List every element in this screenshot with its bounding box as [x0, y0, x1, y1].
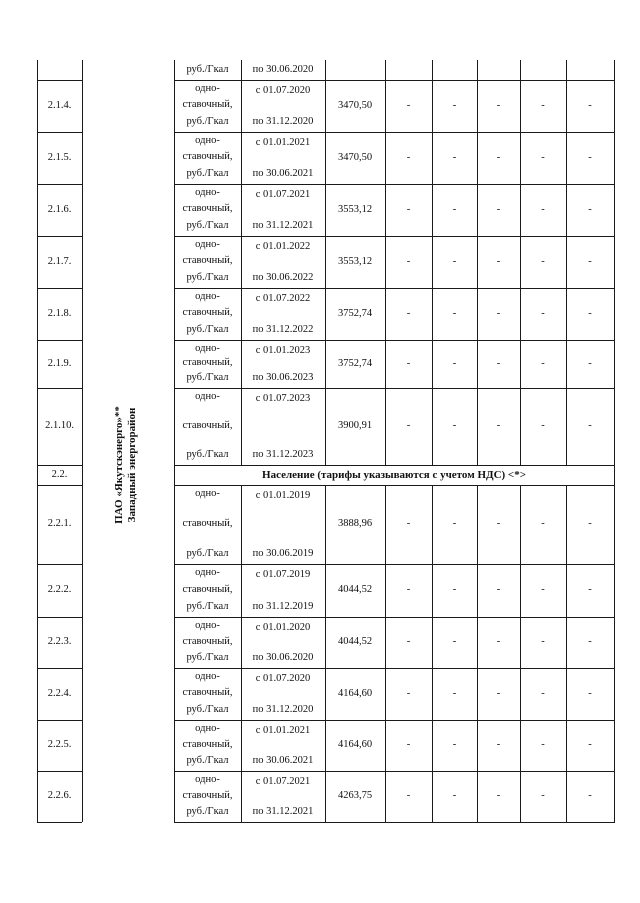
empty-dash-cell: - — [496, 739, 501, 751]
period-to: по 31.12.2021 — [252, 219, 314, 231]
empty-dash-cell: - — [496, 420, 501, 432]
tariff-value: 4044,52 — [337, 584, 373, 596]
tariff-value: 4263,75 — [337, 790, 373, 802]
row-number: 2.1.9. — [47, 357, 72, 369]
period-cell — [241, 340, 325, 388]
empty-dash-cell: - — [588, 518, 592, 530]
empty-dash-cell: - — [541, 307, 545, 319]
empty-dash-cell: - — [452, 357, 457, 369]
tariff-value: 4044,52 — [337, 636, 373, 648]
tariff-value: 3888,96 — [337, 518, 373, 530]
empty-dash-cell: - — [541, 518, 545, 530]
period-to: по 30.06.2023 — [252, 371, 314, 383]
tariff-type-line: одно- — [195, 343, 220, 354]
empty-dash-cell: - — [452, 203, 457, 215]
period-cell: по 30.06.2020 — [252, 63, 314, 75]
period-from: с 01.01.2021 — [255, 137, 311, 148]
row-number: 2.1.8. — [47, 307, 72, 319]
empty-dash-cell: - — [496, 790, 501, 802]
empty-dash-cell: - — [588, 420, 592, 432]
row-number: 2.1.10. — [45, 420, 74, 432]
period-to: по 31.12.2020 — [252, 703, 314, 715]
tariff-type-line: ставочный, — [182, 687, 233, 699]
tariff-type-line: одно- — [195, 83, 220, 94]
empty-dash-cell: - — [452, 739, 457, 751]
empty-dash-cell: - — [452, 790, 457, 802]
period-cell — [241, 132, 325, 184]
empty-dash-cell: - — [496, 584, 501, 596]
tariff-type-line: руб./Гкал — [186, 115, 229, 127]
period-from: с 01.01.2020 — [255, 622, 311, 633]
empty-dash-cell: - — [452, 99, 457, 111]
empty-dash-cell: - — [588, 790, 592, 802]
tariff-type-line: одно- — [195, 488, 220, 499]
period-from: с 01.07.2021 — [255, 776, 311, 787]
empty-dash-cell: - — [588, 151, 592, 163]
tariff-value: 3553,12 — [337, 255, 373, 267]
empty-dash-cell: - — [452, 584, 457, 596]
tariff-type-line: руб./Гкал — [186, 703, 229, 715]
tariff-type-line: ставочный, — [182, 307, 233, 319]
empty-dash-cell: - — [406, 99, 411, 111]
period-cell — [241, 720, 325, 771]
tariff-type-line: ставочный, — [182, 789, 233, 801]
tariff-type-line: одно- — [195, 671, 220, 682]
tariff-type-line: ставочный, — [182, 255, 233, 267]
empty-dash-cell: - — [496, 151, 501, 163]
period-cell — [241, 236, 325, 288]
row-number: 2.1.5. — [47, 151, 72, 163]
tariff-type-line: одно- — [195, 723, 220, 734]
empty-dash-cell: - — [452, 420, 457, 432]
period-from: с 01.07.2022 — [255, 293, 311, 304]
empty-dash-cell: - — [406, 636, 411, 648]
period-from: с 01.07.2023 — [255, 393, 311, 404]
period-from: с 01.01.2021 — [255, 725, 311, 736]
period-cell — [241, 288, 325, 340]
empty-dash-cell: - — [452, 307, 457, 319]
tariff-type-line: руб./Гкал — [186, 754, 229, 766]
tariff-type-cell — [174, 184, 241, 236]
tariff-type-cell — [174, 288, 241, 340]
tariff-type-line: руб./Гкал — [186, 805, 229, 817]
row-number: 2.1.6. — [47, 203, 72, 215]
tariff-type-line: руб./Гкал — [186, 651, 229, 663]
tariff-type-line: одно- — [195, 239, 220, 250]
tariff-type-cell — [174, 132, 241, 184]
empty-dash-cell: - — [406, 687, 411, 699]
tariff-type-line: руб./Гкал — [186, 167, 229, 179]
energy-district: Западный энергорайон — [126, 407, 138, 523]
organization-name: ПАО «Якутскэнерго»** — [113, 406, 125, 524]
row-number: 2.1.7. — [47, 255, 72, 267]
empty-dash-cell: - — [588, 99, 592, 111]
period-to: по 31.12.2020 — [252, 115, 314, 127]
period-from: с 01.01.2022 — [255, 241, 311, 252]
tariff-type-line: руб./Гкал — [186, 600, 229, 612]
period-cell — [241, 184, 325, 236]
empty-dash-cell: - — [496, 518, 501, 530]
empty-dash-cell: - — [588, 584, 592, 596]
period-cell — [241, 388, 325, 465]
empty-dash-cell: - — [406, 739, 411, 751]
tariff-type-line: одно- — [195, 291, 220, 302]
empty-dash-cell: - — [496, 203, 501, 215]
row-number: 2.2.1. — [47, 518, 72, 530]
grid-vline-num — [82, 60, 83, 822]
empty-dash-cell: - — [496, 307, 501, 319]
tariff-type-line: руб./Гкал — [186, 371, 229, 383]
period-to: по 31.12.2021 — [252, 805, 314, 817]
period-to: по 31.12.2023 — [252, 448, 314, 460]
empty-dash-cell: - — [541, 203, 545, 215]
tariff-type-line: ставочный, — [182, 151, 233, 163]
row-number: 2.2.4. — [47, 687, 72, 699]
tariff-value: 3470,50 — [337, 99, 373, 111]
period-from: с 01.07.2020 — [255, 85, 311, 96]
period-to: по 30.06.2021 — [252, 754, 314, 766]
empty-dash-cell: - — [406, 151, 411, 163]
tariff-type-line: одно- — [195, 187, 220, 198]
empty-dash-cell: - — [496, 687, 501, 699]
tariff-value: 3470,50 — [337, 151, 373, 163]
tariff-value: 3752,74 — [337, 357, 373, 369]
empty-dash-cell: - — [541, 584, 545, 596]
period-cell — [241, 80, 325, 132]
empty-dash-cell: - — [541, 636, 545, 648]
tariff-type-line: ставочный, — [182, 738, 233, 750]
period-to: по 31.12.2019 — [252, 600, 314, 612]
empty-dash-cell: - — [588, 255, 592, 267]
tariff-value: 3553,12 — [337, 203, 373, 215]
period-to: по 30.06.2020 — [252, 651, 314, 663]
tariff-type-cell — [174, 485, 241, 564]
tariff-type-line: ставочный, — [182, 99, 233, 111]
row-number: 2.2.3. — [47, 636, 72, 648]
tariff-type-line: ставочный, — [182, 635, 233, 647]
period-cell — [241, 771, 325, 822]
period-from: с 01.07.2019 — [255, 569, 311, 580]
empty-dash-cell: - — [406, 420, 411, 432]
tariff-type-line: одно- — [195, 567, 220, 578]
period-cell — [241, 617, 325, 668]
period-cell — [241, 485, 325, 564]
row-number: 2.2.6. — [47, 790, 72, 802]
period-to: по 30.06.2019 — [252, 547, 314, 559]
empty-dash-cell: - — [541, 357, 545, 369]
empty-dash-cell: - — [452, 636, 457, 648]
empty-dash-cell: - — [588, 739, 592, 751]
tariff-type-cell — [174, 236, 241, 288]
empty-dash-cell: - — [588, 636, 592, 648]
tariff-type-cell — [174, 720, 241, 771]
empty-dash-cell: - — [541, 255, 545, 267]
period-to: по 31.12.2022 — [252, 323, 314, 335]
period-from: с 01.01.2023 — [255, 345, 311, 356]
empty-dash-cell: - — [541, 790, 545, 802]
grid-vline-right — [614, 60, 615, 822]
section-number: 2.2. — [51, 468, 68, 480]
tariff-value: 4164,60 — [337, 687, 373, 699]
tariff-type-line: руб./Гкал — [186, 448, 229, 460]
empty-dash-cell: - — [588, 357, 592, 369]
organization-vertical-label — [113, 385, 143, 545]
empty-dash-cell: - — [406, 584, 411, 596]
tariff-type-line: руб./Гкал — [186, 219, 229, 231]
tariff-type-cell — [174, 564, 241, 617]
empty-dash-cell: - — [588, 307, 592, 319]
empty-dash-cell: - — [541, 420, 545, 432]
period-from: с 01.07.2020 — [255, 673, 311, 684]
empty-dash-cell: - — [406, 357, 411, 369]
period-cell — [241, 668, 325, 720]
period-from: с 01.07.2021 — [255, 189, 311, 200]
tariff-type-cell — [174, 388, 241, 465]
empty-dash-cell: - — [406, 307, 411, 319]
tariff-type-line: руб./Гкал — [186, 323, 229, 335]
empty-dash-cell: - — [406, 518, 411, 530]
period-to: по 30.06.2021 — [252, 167, 314, 179]
row-number: 2.1.4. — [47, 99, 72, 111]
period-from: с 01.01.2019 — [255, 490, 311, 501]
tariff-type-line: одно- — [195, 620, 220, 631]
empty-dash-cell: - — [452, 151, 457, 163]
tariff-type-cell — [174, 617, 241, 668]
section-title: Население (тарифы указываются с учетом НДС) <*> — [262, 468, 526, 481]
tariff-type-cell — [174, 771, 241, 822]
tariff-type-cell — [174, 80, 241, 132]
empty-dash-cell: - — [496, 99, 501, 111]
tariff-value: 4164,60 — [337, 739, 373, 751]
tariff-value: 3752,74 — [337, 307, 373, 319]
period-to: по 30.06.2022 — [252, 271, 314, 283]
empty-dash-cell: - — [452, 518, 457, 530]
empty-dash-cell: - — [588, 687, 592, 699]
tariff-type-line: руб./Гкал — [186, 547, 229, 559]
empty-dash-cell: - — [588, 203, 592, 215]
empty-dash-cell: - — [496, 357, 501, 369]
grid-hline — [37, 822, 82, 823]
row-number: 2.2.5. — [47, 739, 72, 751]
unit-cell: руб./Гкал — [186, 63, 229, 75]
tariff-type-line: ставочный, — [182, 517, 233, 529]
row-number: 2.2.2. — [47, 584, 72, 596]
empty-dash-cell: - — [496, 255, 501, 267]
empty-dash-cell: - — [452, 687, 457, 699]
empty-dash-cell: - — [541, 687, 545, 699]
tariff-type-line: ставочный, — [182, 583, 233, 595]
tariff-value: 3900,91 — [337, 420, 373, 432]
empty-dash-cell: - — [406, 203, 411, 215]
tariff-type-line: одно- — [195, 774, 220, 785]
tariff-type-line: ставочный, — [182, 357, 233, 369]
tariff-type-line: ставочный, — [182, 203, 233, 215]
empty-dash-cell: - — [541, 739, 545, 751]
tariff-type-line: одно- — [195, 391, 220, 402]
period-cell — [241, 564, 325, 617]
empty-dash-cell: - — [406, 255, 411, 267]
tariff-type-line: одно- — [195, 135, 220, 146]
tariff-type-line: руб./Гкал — [186, 271, 229, 283]
grid-hline — [174, 822, 615, 823]
empty-dash-cell: - — [496, 636, 501, 648]
tariff-type-line: ставочный, — [182, 419, 233, 431]
tariff-type-cell — [174, 668, 241, 720]
empty-dash-cell: - — [452, 255, 457, 267]
empty-dash-cell: - — [541, 99, 545, 111]
tariff-type-cell — [174, 340, 241, 388]
empty-dash-cell: - — [541, 151, 545, 163]
empty-dash-cell: - — [406, 790, 411, 802]
